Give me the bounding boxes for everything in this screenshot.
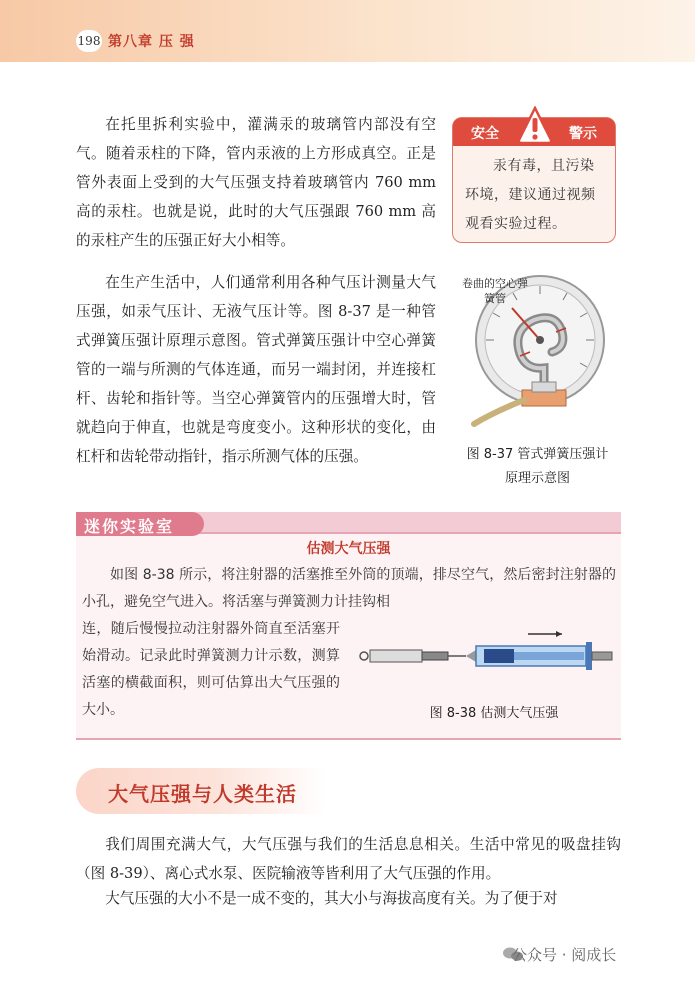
bent-tube-label: 卷曲的空心弹簧管 [462,277,528,305]
safety-label-right: 警示 [569,126,597,142]
warning-icon [517,106,553,146]
paragraph-altitude: 大气压强的大小不是一成不变的，其大小与海拔高度有关。为了便于对 [105,890,558,907]
page-header [0,0,695,62]
syringe-diagram [358,622,616,680]
mini-lab-bottom-line [76,738,621,740]
page-number: 198 [76,30,102,52]
paragraph-torricelli: 在托里拆利实验中，灌满汞的玻璃管内部没有空气。随着汞柱的下降，管内汞液的上方形成真空。正是管外表面上受到的大气压强支持着玻璃管内 760 mm 高的汞柱。也就是说，此时的大气压强跟 760 mm 高的汞柱产生的压强正好大小相等。 [76,116,436,249]
mini-lab-title: 估测大气压强 [306,541,391,557]
mini-lab-tag [76,512,204,536]
watermark-text: 公众号 · 阅成长 [512,946,617,964]
figure-37-caption: 图 8-37 管式弹簧压强计 [466,447,609,462]
figure-38-caption: 图 8-38 估测大气压强 [429,706,559,721]
mini-lab-text-1: 如图 8-38 所示，将注射器的活塞推至外筒的顶端，排尽空气，然后密封注射器的小孔，避免空气进入。将活塞与弹簧测力计挂钩相 [82,567,616,610]
figure-37-caption-line2: 原理示意图 [504,471,570,486]
chapter-title: 第八章 压 强 [108,34,195,50]
mini-lab-text-2: 连，随后慢慢拉动注射器外筒直至活塞开始滑动。记录此时弹簧测力计示数，测算活塞的横截面积，则可估算出大气压强的大小。 [82,621,340,718]
mini-lab-tag-text: 迷你实验室 [84,517,175,536]
safety-text: 汞有毒，且污染环境，建议通过视频观看实验过程。 [465,158,596,232]
paragraph-barometer: 在生产生活中，人们通常利用各种气压计测量大气压强，如汞气压计、无液气压计等。图 8-37 是一种管式弹簧压强计原理示意图。管式弹簧压强计中空心弹簧管的一端与所测的气体连通，而另一端封闭，并连接杠杆、齿轮和指针等。当空心弹簧管内的压强增大时，管就趋向于伸直，也就是弯度变小。这种形状的变化，由杠杆和齿轮带动指针，指示所测气体的压强。 [76,274,436,465]
safety-warning-box [452,117,616,243]
mini-lab-box [76,512,621,740]
safety-label-left: 安全 [471,126,499,142]
section-title: 大气压强与人类生活 [108,782,297,806]
paragraph-atmosphere-life: 我们周围充满大气，大气压强与我们的生活息息相关。生活中常见的吸盘挂钩（图 8-39）、离心式水泵、医院输液等皆利用了大气压强的作用。 [76,836,621,882]
